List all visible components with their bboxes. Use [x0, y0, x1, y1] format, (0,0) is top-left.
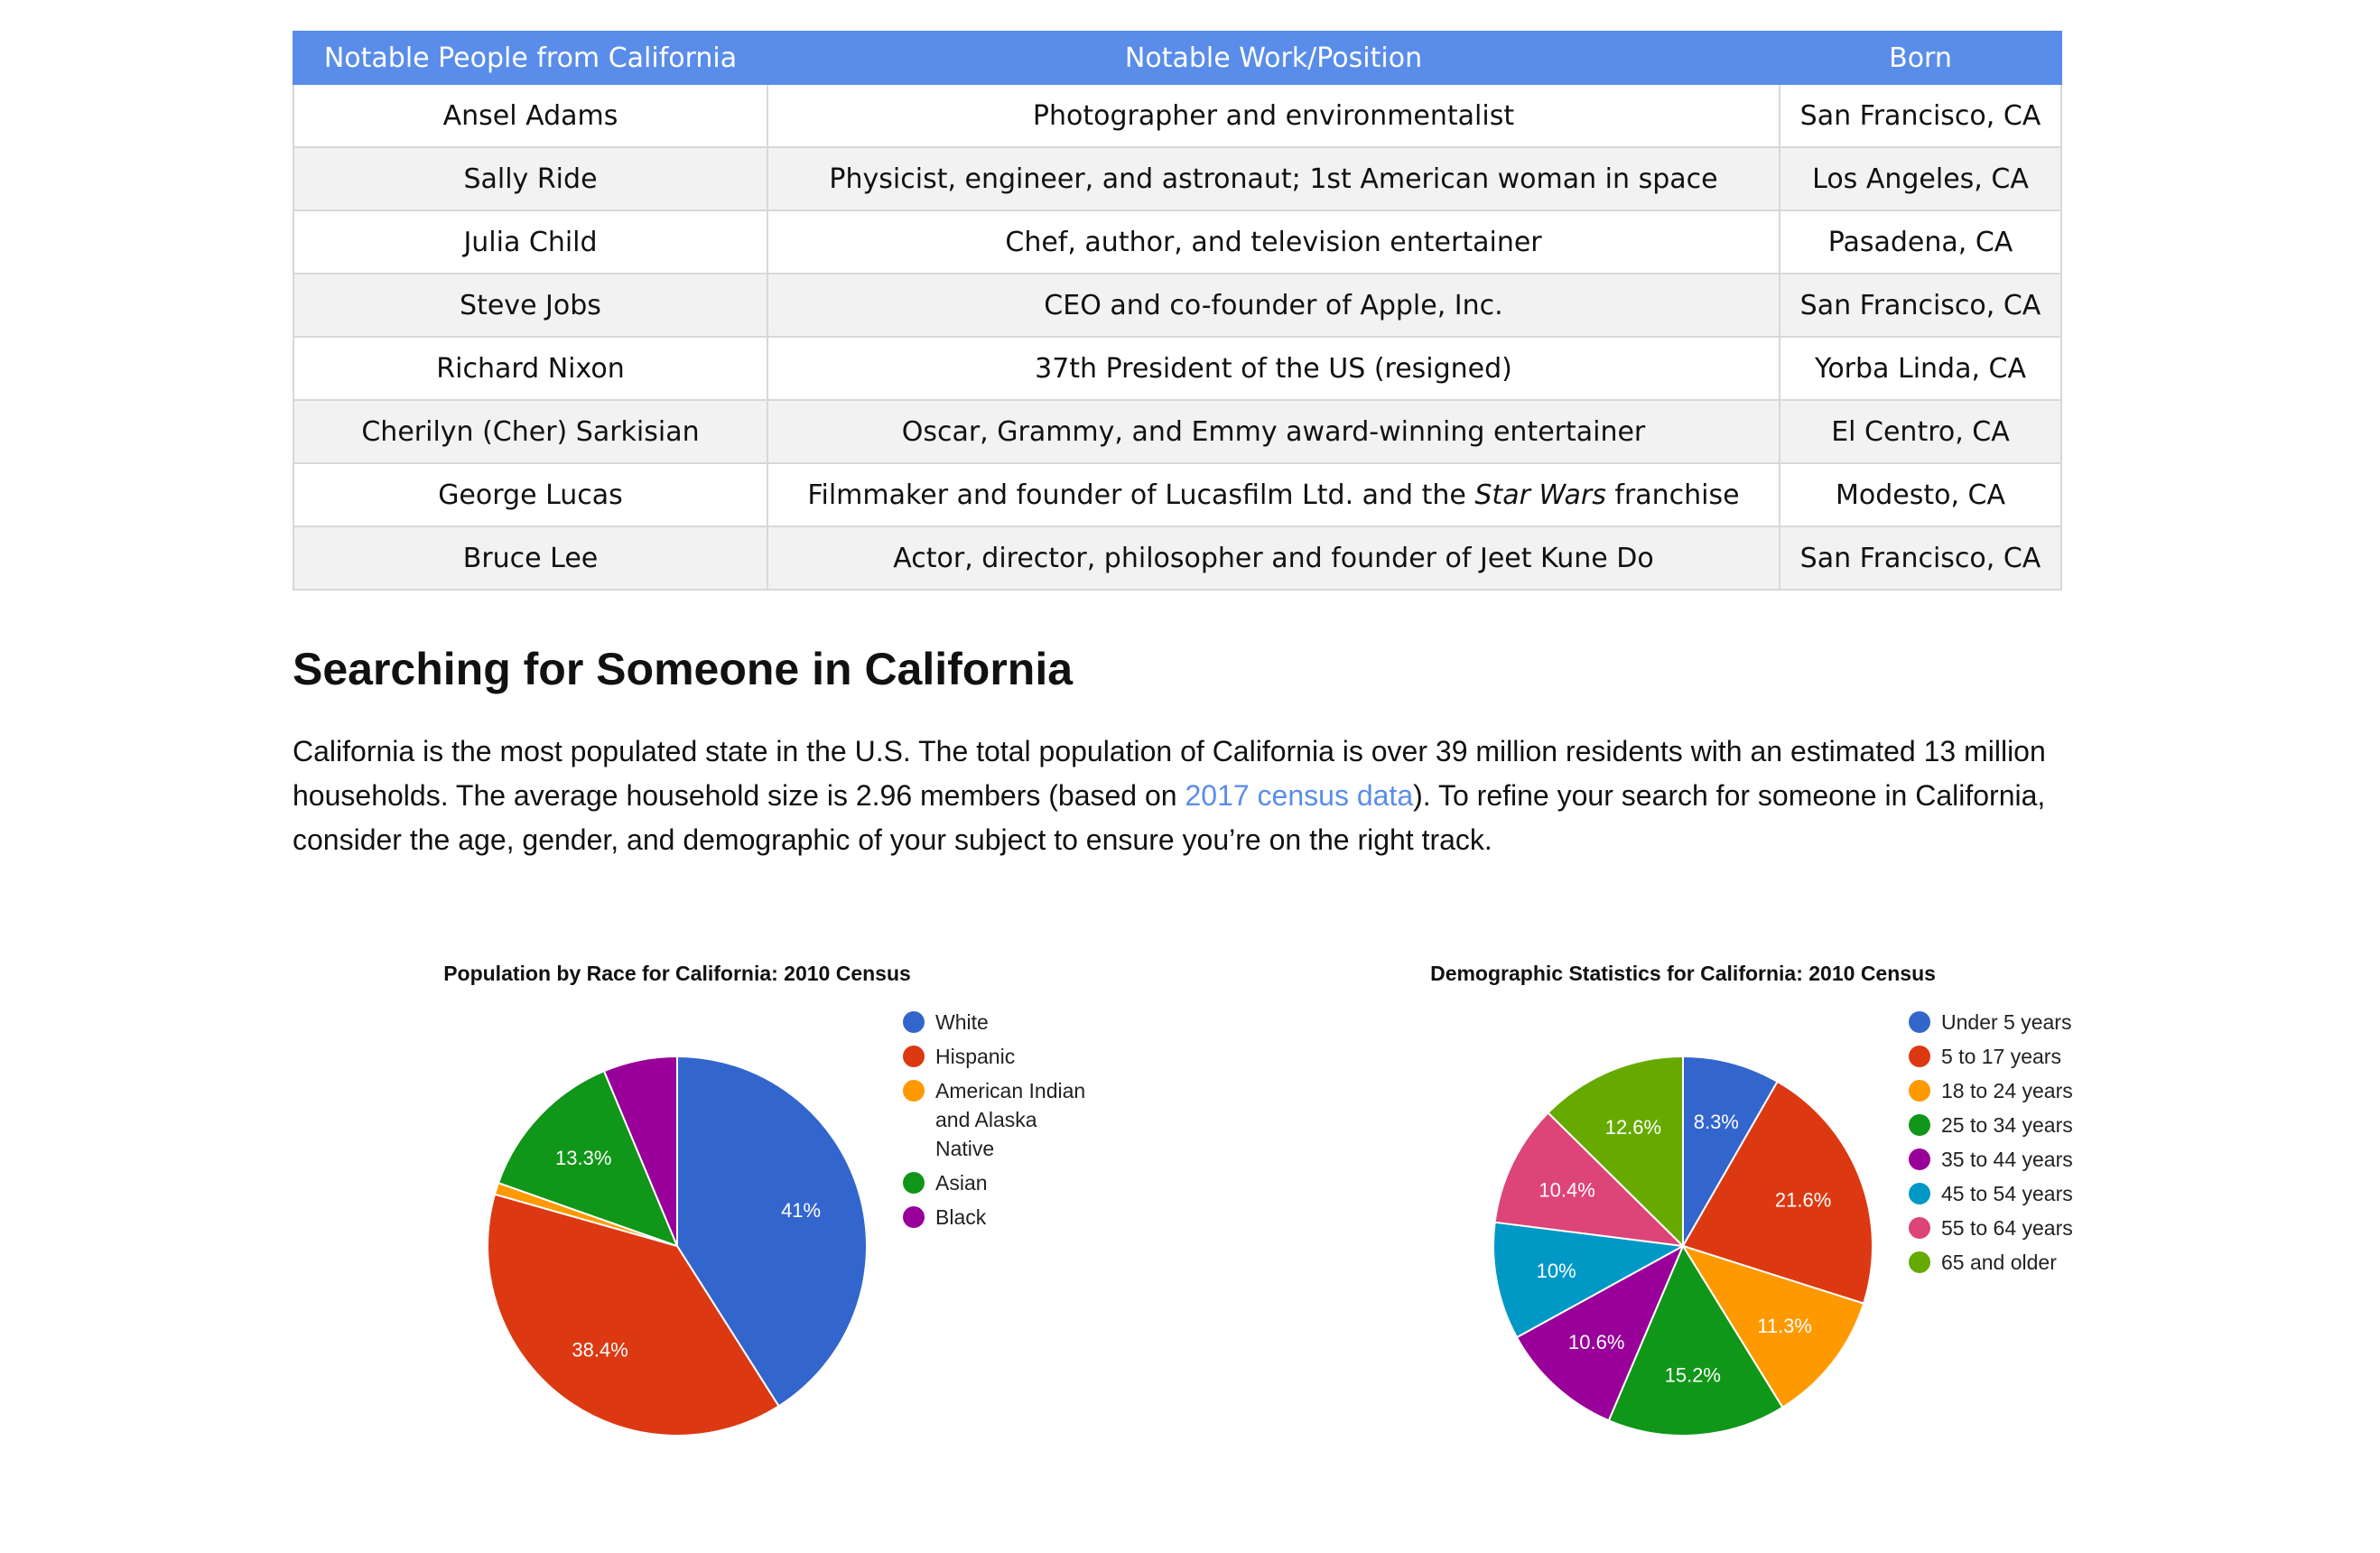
cell-name: Sally Ride — [293, 147, 767, 210]
demo-legend-swatch-45-to-54-years — [1909, 1183, 1930, 1204]
race-legend-label-american-indian-and-alaska-native[interactable]: American Indian and Alaska Native — [935, 1079, 1086, 1160]
table-row — [293, 337, 2061, 400]
cell-work: Oscar, Grammy, and Emmy award-winning entertainer — [767, 400, 1780, 463]
cell-born: San Francisco, CA — [1780, 84, 2061, 147]
demo-legend-label-25-to-34-years[interactable]: 25 to 34 years — [1941, 1113, 2073, 1137]
cell-name: Richard Nixon — [293, 337, 767, 400]
paragraph-text-start: California is the most populated state in the U.S. The total population of California is over 39 million residents with an estimated 13 million households. The average household size is 2.96 members (based on — [293, 735, 2046, 812]
cell-born: San Francisco, CA — [1780, 526, 2061, 590]
race-legend-swatch-asian — [903, 1172, 925, 1194]
race-slice-label-asian: 13.3% — [555, 1146, 612, 1169]
census-data-link[interactable]: 2017 census data — [1185, 779, 1414, 812]
table-row — [293, 526, 2061, 590]
section-paragraph — [293, 730, 2089, 862]
cell-work: Photographer and environmentalist — [767, 84, 1780, 147]
table-row — [293, 274, 2061, 337]
cell-born: Pasadena, CA — [1780, 210, 2061, 274]
demo-slice-label-5-to-17-years: 21.6% — [1774, 1188, 1832, 1212]
work-text-italic: Star Wars — [1474, 479, 1606, 511]
table-row — [293, 147, 2061, 210]
race-legend-label-black[interactable]: Black — [935, 1205, 987, 1229]
cell-born: Modesto, CA — [1780, 463, 2061, 526]
race-legend-swatch-white — [903, 1011, 925, 1033]
work-text-start: Filmmaker and founder of Lucasfilm Ltd. and the — [807, 479, 1475, 511]
cell-work: Chef, author, and television entertainer — [767, 210, 1780, 274]
demo-legend-swatch-under-5-years — [1909, 1011, 1930, 1033]
table-row — [293, 210, 2061, 274]
race-legend-label-hispanic[interactable]: Hispanic — [935, 1045, 1016, 1068]
demo-slice-label-45-to-54-years: 10% — [1536, 1259, 1576, 1282]
header-born: Born — [1780, 32, 2061, 84]
section-heading: Searching for Someone in California — [293, 644, 1074, 694]
work-text-end: franchise — [1605, 479, 1740, 511]
table-row — [293, 400, 2061, 463]
cell-name: Julia Child — [293, 210, 767, 274]
demographic-pie-chart — [1268, 939, 2207, 1481]
demo-legend-swatch-25-to-34-years — [1909, 1114, 1930, 1136]
demo-slice-label-65-and-older: 12.6% — [1604, 1116, 1662, 1139]
header-work: Notable Work/Position — [767, 32, 1780, 84]
race-legend-label-white[interactable]: White — [935, 1010, 989, 1034]
demo-slice-label-under-5-years: 8.3% — [1693, 1111, 1739, 1133]
race-legend-swatch-black — [903, 1206, 925, 1228]
cell-work: Actor, director, philosopher and founder of Jeet Kune Do — [767, 526, 1780, 590]
cell-name: Ansel Adams — [293, 84, 767, 147]
race-slice-label-white: 41% — [781, 1199, 822, 1223]
header-people: Notable People from California — [293, 32, 767, 84]
demo-legend-label-55-to-64-years[interactable]: 55 to 64 years — [1941, 1216, 2073, 1240]
cell-name: George Lucas — [293, 463, 767, 526]
cell-work: Physicist, engineer, and astronaut; 1st American woman in space — [767, 147, 1780, 210]
notable-people-table — [293, 31, 2062, 591]
cell-born: San Francisco, CA — [1780, 274, 2061, 337]
demo-legend-swatch-65-and-older — [1909, 1251, 1930, 1273]
demo-legend-swatch-5-to-17-years — [1909, 1046, 1930, 1067]
table-row — [293, 463, 2061, 526]
demo-legend-swatch-55-to-64-years — [1909, 1217, 1930, 1239]
paragraph-text-end: ). To refine your search for someone in California, consider the age, gender, and demographic of your subject to ensure you’re on the right track. — [293, 779, 2046, 856]
demo-legend-swatch-18-to-24-years — [1909, 1080, 1930, 1102]
race-legend-label-asian[interactable]: Asian — [935, 1171, 988, 1195]
table-header-row — [293, 32, 2061, 84]
demo-legend-swatch-35-to-44-years — [1909, 1148, 1930, 1170]
demo-slice-label-55-to-64-years: 10.4% — [1539, 1178, 1595, 1202]
demo-legend-label-18-to-24-years[interactable]: 18 to 24 years — [1941, 1079, 2073, 1102]
demo-slice-label-18-to-24-years: 11.3% — [1757, 1314, 1812, 1337]
race-chart-title: Population by Race for California: 2010 Census — [443, 962, 911, 985]
race-pie-chart — [262, 939, 1201, 1481]
demo-legend-label-under-5-years[interactable]: Under 5 years — [1941, 1010, 2072, 1034]
demo-legend-label-35-to-44-years[interactable]: 35 to 44 years — [1941, 1148, 2073, 1171]
cell-name: Bruce Lee — [293, 526, 767, 590]
race-legend-swatch-hispanic — [903, 1046, 925, 1067]
cell-born: El Centro, CA — [1780, 400, 2061, 463]
demo-chart-title: Demographic Statistics for California: 2010 Census — [1430, 962, 1936, 985]
race-slice-label-hispanic: 38.4% — [572, 1338, 628, 1362]
table-row — [293, 84, 2061, 147]
demo-legend-label-5-to-17-years[interactable]: 5 to 17 years — [1941, 1045, 2061, 1068]
cell-name: Cherilyn (Cher) Sarkisian — [293, 400, 767, 463]
demo-legend-label-65-and-older[interactable]: 65 and older — [1941, 1251, 2057, 1274]
cell-born: Los Angeles, CA — [1780, 147, 2061, 210]
demo-slice-label-35-to-44-years: 10.6% — [1568, 1330, 1625, 1353]
race-legend-swatch-american-indian-and-alaska-native — [903, 1080, 925, 1102]
cell-born: Yorba Linda, CA — [1780, 337, 2061, 400]
demo-legend-label-45-to-54-years[interactable]: 45 to 54 years — [1941, 1182, 2073, 1205]
cell-work — [767, 463, 1780, 526]
cell-name: Steve Jobs — [293, 274, 767, 337]
cell-work: 37th President of the US (resigned) — [767, 337, 1780, 400]
demo-slice-label-25-to-34-years: 15.2% — [1664, 1363, 1721, 1387]
cell-work: CEO and co-founder of Apple, Inc. — [767, 274, 1780, 337]
